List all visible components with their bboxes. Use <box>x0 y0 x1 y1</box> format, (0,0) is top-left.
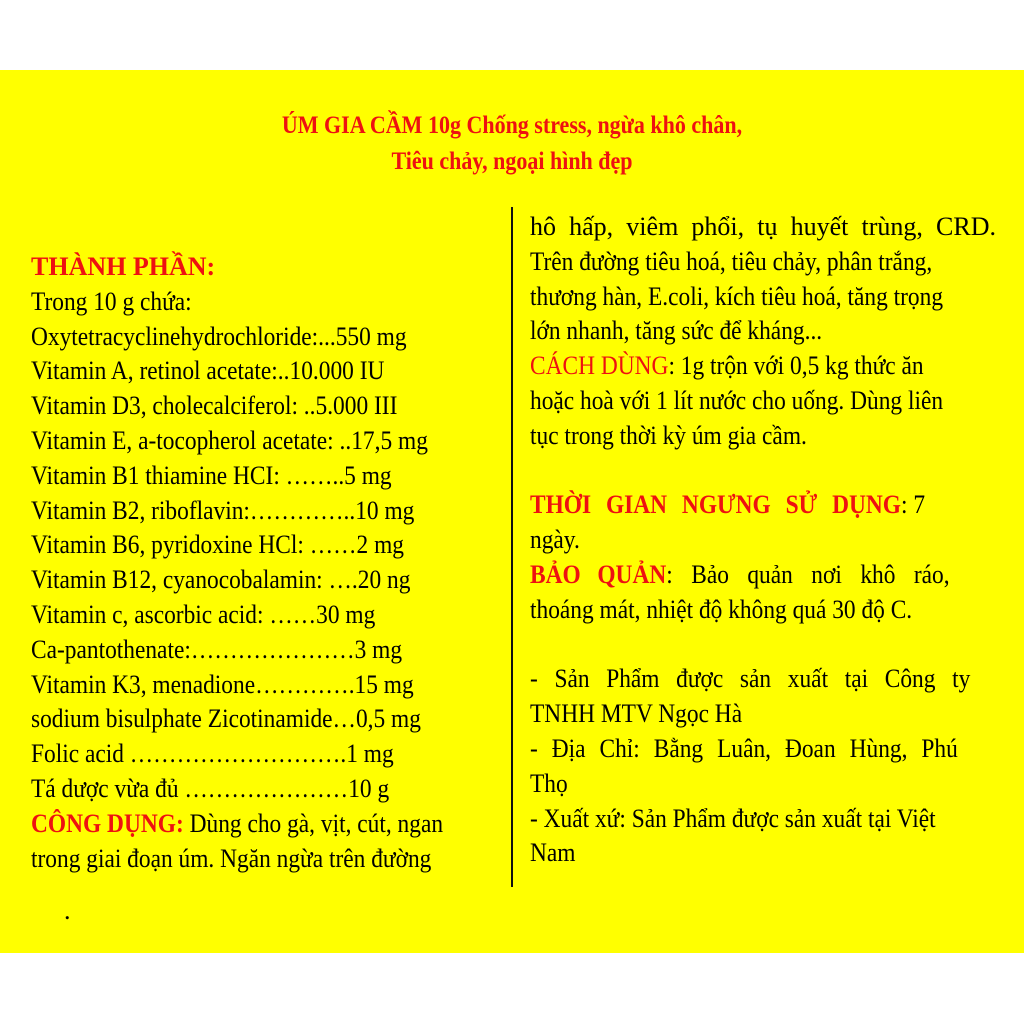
manufacturer-line: - Xuất xứ: Sản Phẩm được sản xuất tại Việt <box>530 803 936 833</box>
usage-line-1 <box>31 807 463 842</box>
usage-text-1: Dùng cho gà, vịt, cút, ngan <box>183 808 444 838</box>
title-line-2: Tiêu chảy, ngoại hình đẹp <box>391 148 633 175</box>
composition-intro: Trong 10 g chứa: <box>31 286 192 316</box>
usage-heading: CÔNG DỤNG: <box>31 808 184 838</box>
ingredient-row: Vitamin A, retinol acetate:..10.000 IU <box>31 356 385 386</box>
directions-text-1: : 1g trộn với 0,5 kg thức ăn <box>668 351 924 381</box>
manufacturer-line: Nam <box>530 838 576 868</box>
manufacturer-line: - Sản Phẩm được sản xuất tại Công ty <box>530 664 971 694</box>
composition-heading: THÀNH PHẦN: <box>31 252 216 281</box>
storage-heading: BẢO QUẢN <box>530 559 667 589</box>
manufacturer-line: - Địa Chỉ: Bằng Luân, Đoan Hùng, Phú <box>530 733 958 763</box>
ingredient-row: Oxytetracyclinehydrochloride:...550 mg <box>31 321 407 351</box>
withdrawal-heading: THỜI GIAN NGƯNG SỬ DỤNG <box>530 490 901 520</box>
storage-line-1 <box>530 558 949 593</box>
manufacturer-line: TNHH MTV Ngọc Hà <box>530 699 743 729</box>
title-line-1: ÚM GIA CẦM 10g Chống stress, ngừa khô chân, <box>281 112 743 139</box>
directions-line: hoặc hoà với 1 lít nước cho uống. Dùng liên <box>530 385 944 415</box>
ingredient-row: Folic acid ……………………….1 mg <box>31 739 394 769</box>
usage-cont-line: lớn nhanh, tăng sức để kháng... <box>530 316 823 346</box>
usage-cont-line: thương hàn, E.coli, kích tiêu hoá, tăng trọng <box>530 281 944 311</box>
ingredient-row: Vitamin E, a-tocopherol acetate: ..17,5 mg <box>31 425 428 455</box>
ingredient-row: Vitamin K3, menadione………….15 mg <box>31 669 414 699</box>
directions-heading: CÁCH DÙNG <box>530 351 669 381</box>
ingredient-row: Ca-pantothenate:…………………3 mg <box>31 634 403 664</box>
right-column <box>530 210 996 871</box>
spacer <box>530 454 996 489</box>
column-divider <box>511 207 513 887</box>
directions-line: tục trong thời kỳ úm gia cầm. <box>530 420 807 450</box>
spacer <box>530 628 996 663</box>
left-column <box>31 250 511 876</box>
stray-dot: . <box>64 896 71 925</box>
ingredient-row: Vitamin D3, cholecalciferol: ..5.000 III <box>31 391 398 421</box>
storage-text-1: : Bảo quản nơi khô ráo, <box>666 559 950 589</box>
withdrawal-line-1 <box>530 488 949 523</box>
ingredient-row: Tá dược vừa đủ …………………10 g <box>31 773 390 803</box>
ingredient-row: Vitamin B6, pyridoxine HCl: ……2 mg <box>31 530 404 560</box>
usage-line-2: trong giai đoạn úm. Ngăn ngừa trên đường <box>31 843 432 873</box>
directions-line-1 <box>530 349 949 384</box>
usage-cont-line: hô hấp, viêm phổi, tụ huyết trùng, CRD. <box>530 212 996 241</box>
ingredient-row: sodium bisulphate Zicotinamide…0,5 mg <box>31 704 421 734</box>
ingredient-row: Vitamin B2, riboflavin:…………..10 mg <box>31 495 415 525</box>
ingredient-row: Vitamin c, ascorbic acid: ……30 mg <box>31 599 376 629</box>
storage-line-2: thoáng mát, nhiệt độ không quá 30 độ C. <box>530 594 913 624</box>
manufacturer-line: Thọ <box>530 768 568 798</box>
usage-cont-line: Trên đường tiêu hoá, tiêu chảy, phân trắng, <box>530 246 933 276</box>
ingredient-row: Vitamin B1 thiamine HCI: ……..5 mg <box>31 460 392 490</box>
ingredient-row: Vitamin B12, cyanocobalamin: ….20 ng <box>31 565 411 595</box>
product-title <box>61 108 962 180</box>
withdrawal-value: : 7 <box>900 490 926 520</box>
withdrawal-line-2: ngày. <box>530 525 580 555</box>
